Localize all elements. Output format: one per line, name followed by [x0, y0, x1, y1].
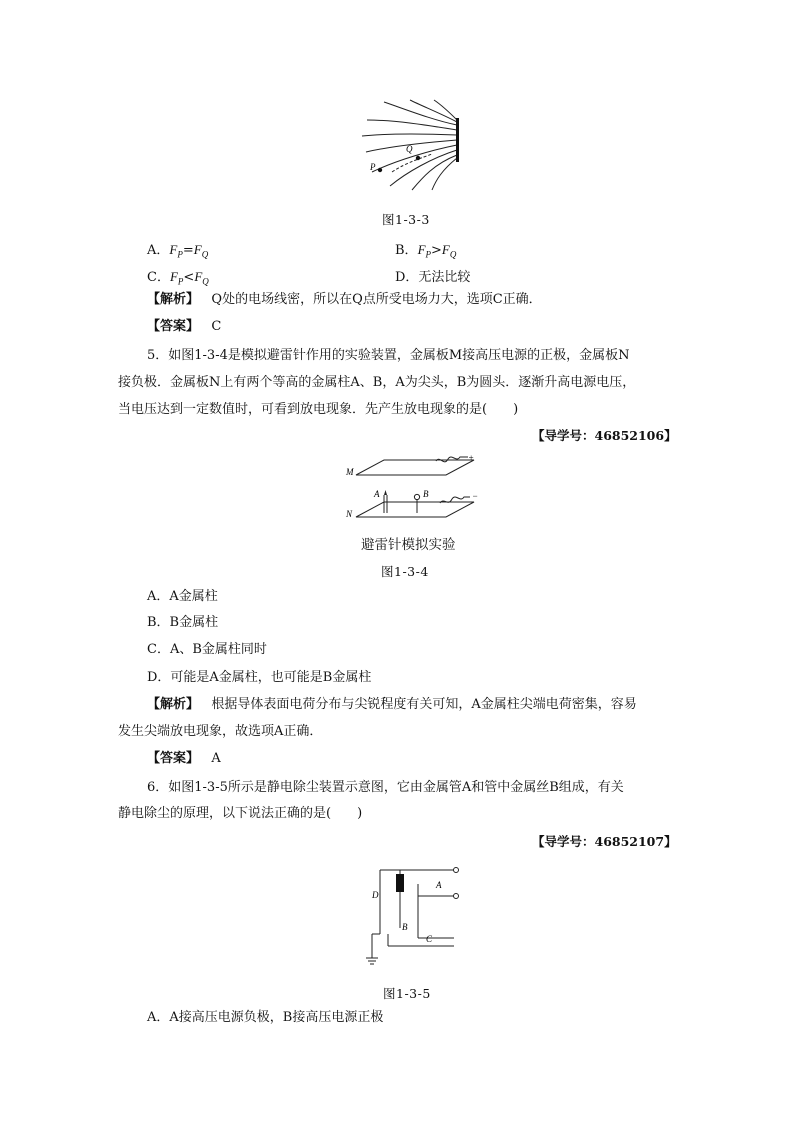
option-a[interactable]: A．A接高压电源负极，B接高压电源正极	[147, 1010, 384, 1025]
label-d: D	[372, 890, 379, 900]
answer-text: C	[211, 319, 222, 334]
subscript-p: P	[425, 249, 432, 260]
question-5-stem-line: 接负极．金属板N上有两个等高的金属柱A、B，A为尖头，B为圆头．逐渐升高电源电压，	[118, 375, 636, 390]
subscript-p: P	[177, 249, 183, 260]
analysis-continued: 发生尖端放电现象，故选项A正确．	[118, 724, 323, 739]
question-5-stem-line: 当电压达到一定数值时，可看到放电现象．先产生放电现象的是( )	[118, 402, 519, 417]
label-c: C	[426, 934, 433, 944]
force-q: F	[194, 269, 203, 284]
force-q: F	[193, 242, 202, 257]
force-q: F	[441, 242, 450, 257]
option-a[interactable]: A．A金属柱	[147, 589, 218, 604]
label-b: B	[402, 922, 408, 932]
figure-caption: 图1-3-3	[382, 212, 430, 227]
subscript-q: Q	[449, 249, 457, 260]
force-p: F	[169, 269, 178, 284]
subscript-q: Q	[202, 276, 209, 287]
option-b[interactable]: B．B金属柱	[147, 615, 219, 630]
analysis-text: 根据导体表面电荷分布与尖锐程度有关可知，A金属柱尖端电荷密集，容易	[211, 697, 637, 712]
option-d[interactable]: D．无法比较	[395, 270, 471, 285]
question-6-stem-line: 静电除尘的原理，以下说法正确的是( )	[118, 806, 363, 821]
figure-caption: 图1-3-4	[381, 564, 429, 579]
option-c-prefix: C．	[147, 270, 170, 285]
relation: >	[431, 243, 442, 258]
negative-label: −	[472, 491, 479, 501]
guide-number: 【导学号：46852106】	[532, 428, 677, 443]
subscript-q: Q	[201, 249, 209, 260]
relation: <	[183, 270, 195, 285]
label-a: A	[436, 880, 442, 890]
analysis-tag: 【解析】	[147, 292, 200, 307]
relation: =	[182, 243, 194, 258]
plate-n-label: N	[346, 509, 353, 519]
question-5-stem-line: 5．如图1-3-4是模拟避雷针作用的实验装置，金属板M接高压电源的正极，金属板N	[147, 348, 630, 363]
figure-1-3-5-electrostatic-precipitator	[356, 860, 466, 970]
analysis-tag: 【解析】	[147, 697, 200, 712]
option-a[interactable]	[147, 239, 208, 260]
option-b-prefix: B．	[395, 243, 418, 258]
figure-1-3-4-lightning-rod	[344, 455, 484, 525]
option-c[interactable]: C．A、B金属柱同时	[147, 642, 267, 657]
rod-b-label: B	[423, 489, 429, 499]
figure-title: 避雷针模拟实验	[361, 537, 456, 553]
question-6-stem-line: 6．如图1-3-5所示是静电除尘装置示意图，它由金属管A和管中金属丝B组成，有关	[147, 780, 624, 795]
answer	[147, 745, 221, 772]
force-p: F	[417, 242, 426, 257]
positive-label: +	[468, 453, 475, 463]
option-a-prefix: A．	[147, 243, 170, 258]
point-q-label: Q	[406, 144, 413, 154]
analysis	[147, 286, 542, 313]
analysis-text: Q处的电场线密，所以在Q点所受电场力大，选项C正确．	[211, 292, 542, 307]
figure-1-3-3-field-lines	[362, 100, 462, 190]
force-p: F	[169, 242, 178, 257]
option-c[interactable]	[147, 266, 209, 287]
rod-a-label: A	[374, 489, 380, 499]
plate-m-label: M	[346, 467, 354, 477]
answer-tag: 【答案】	[147, 319, 200, 334]
subscript-p: P	[177, 276, 184, 287]
answer-text: A	[211, 751, 221, 766]
point-p-label: P	[370, 162, 376, 172]
analysis	[147, 691, 637, 718]
answer-tag: 【答案】	[147, 751, 200, 766]
figure-caption: 图1-3-5	[383, 986, 431, 1001]
option-b[interactable]	[395, 239, 456, 260]
option-d[interactable]: D．可能是A金属柱，也可能是B金属柱	[147, 670, 372, 685]
answer	[147, 313, 221, 340]
guide-number: 【导学号：46852107】	[532, 834, 677, 849]
